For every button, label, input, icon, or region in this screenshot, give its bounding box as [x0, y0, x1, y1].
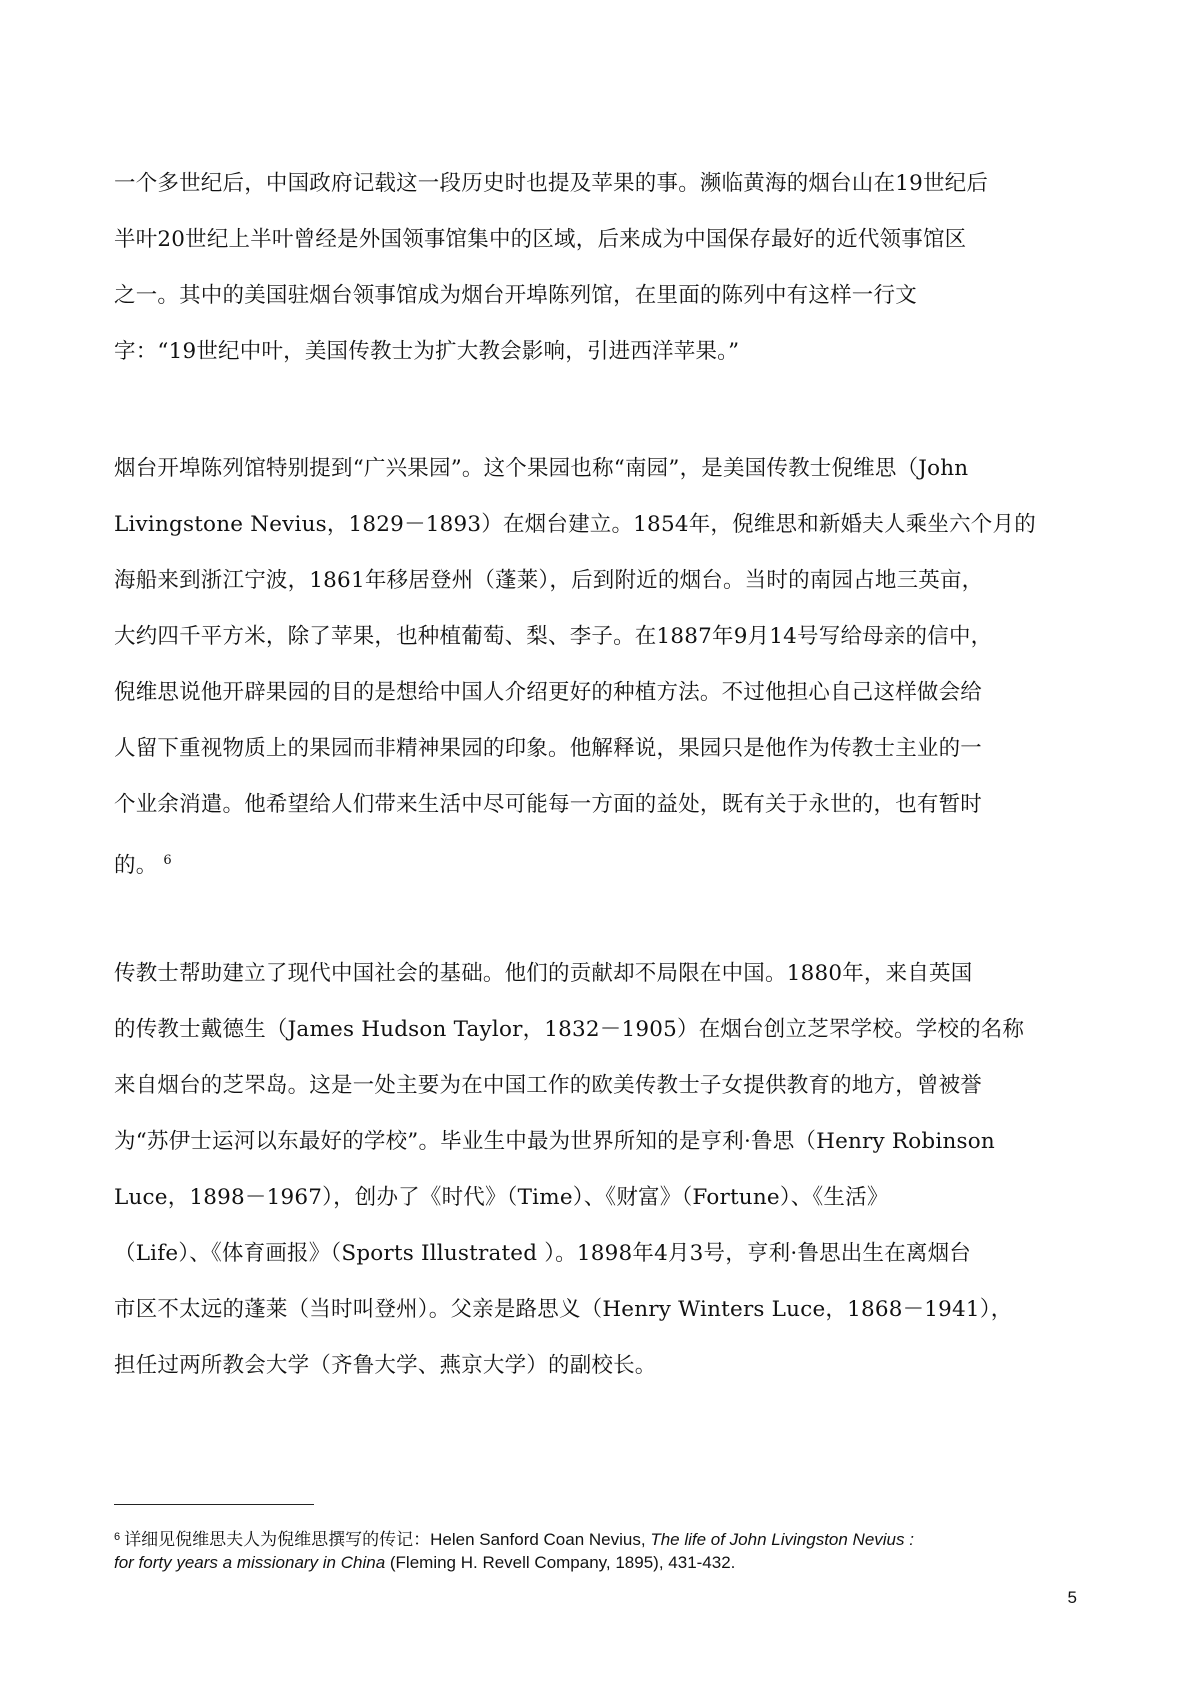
text-line: 倪维思说他开辟果园的目的是想给中国人介绍更好的种植方法。不过他担心自己这样做会给: [114, 680, 983, 705]
page-number: 5: [1067, 1588, 1077, 1607]
footnote-divider: [114, 1504, 314, 1505]
footnote-book-title: The life of John Livingston Nevius :: [650, 1530, 914, 1549]
text-line: 大约四千平方米，除了苹果，也种植葡萄、梨、李子。在1887年9月14号写给母亲的信中，: [114, 624, 993, 649]
text-line: 传教士帮助建立了现代中国社会的基础。他们的贡献却不局限在中国。1880年，来自英国: [114, 961, 973, 986]
text-line: 担任过两所教会大学（齐鲁大学、燕京大学）的副校长。: [114, 1353, 657, 1378]
text-line: 为“苏伊士运河以东最好的学校”。毕业生中最为世界所知的是亨利·鲁思（Henry Robinson: [114, 1129, 995, 1154]
text-line-content: 的。: [114, 853, 158, 878]
text-line: 之一。其中的美国驻烟台领事馆成为烟台开埠陈列馆，在里面的陈列中有这样一行文: [114, 283, 917, 308]
text-line: 海船来到浙江宁波，1861年移居登州（蓬莱），后到附近的烟台。当时的南园占地三英亩，: [114, 568, 984, 593]
footnote: [114, 1526, 1074, 1574]
text-line: 个业余消遣。他希望给人们带来生活中尽可能每一方面的益处，既有关于永世的，也有暂时: [114, 792, 983, 817]
text-line: 来自烟台的芝罘岛。这是一处主要为在中国工作的欧美传教士子女提供教育的地方，曾被誉: [114, 1073, 983, 1098]
footnote-line-1: [114, 1526, 1074, 1551]
body-paragraph-1: [114, 156, 1074, 380]
footnote-book-subtitle: for forty years a missionary in China: [114, 1553, 386, 1572]
text-line: 市区不太远的蓬莱（当时叫登州）。父亲是路思义（Henry Winters Luce，1868－1941），: [114, 1297, 1013, 1322]
text-line: 半叶20世纪上半叶曾经是外国领事馆集中的区域，后来成为中国保存最好的近代领事馆区: [114, 227, 967, 252]
text-line: 人留下重视物质上的果园而非精神果园的印象。他解释说，果园只是他作为传教士主业的一: [114, 736, 983, 761]
text-line: 字：“19世纪中叶，美国传教士为扩大教会影响，引进西洋苹果。”: [114, 339, 740, 364]
footnote-reference[interactable]: 6: [163, 853, 172, 868]
footnote-publication-info: (Fleming H. Revell Company, 1895), 431-432.: [385, 1553, 736, 1572]
text-line: Livingstone Nevius，1829－1893）在烟台建立。1854年，倪维思和新婚夫人乘坐六个月的: [114, 512, 1036, 537]
footnote-text: 详细见倪维思夫人为倪维思撰写的传记：Helen Sanford Coan Nevius,: [124, 1530, 651, 1549]
text-line: 的传教士戴德生（James Hudson Taylor，1832－1905）在烟台创立芝罘学校。学校的名称: [114, 1017, 1025, 1042]
footnote-line-2: [114, 1551, 1074, 1574]
text-line: 一个多世纪后，中国政府记载这一段历史时也提及苹果的事。濒临黄海的烟台山在19世纪后: [114, 171, 989, 196]
text-line-with-footnote: [114, 833, 1074, 889]
footnote-mark: 6: [114, 1531, 121, 1543]
text-line: 烟台开埠陈列馆特别提到“广兴果园”。这个果园也称“南园”，是美国传教士倪维思（John: [114, 456, 969, 481]
text-line: Luce，1898－1967），创办了《时代》（Time）、《财富》（Fortune）、《生活》: [114, 1185, 889, 1210]
text-line: （Life）、《体育画报》（Sports Illustrated ）。1898年4月3号，亨利·鲁思出生在离烟台: [114, 1241, 971, 1266]
body-paragraph-2: [114, 441, 1074, 889]
body-paragraph-3: [114, 946, 1074, 1394]
